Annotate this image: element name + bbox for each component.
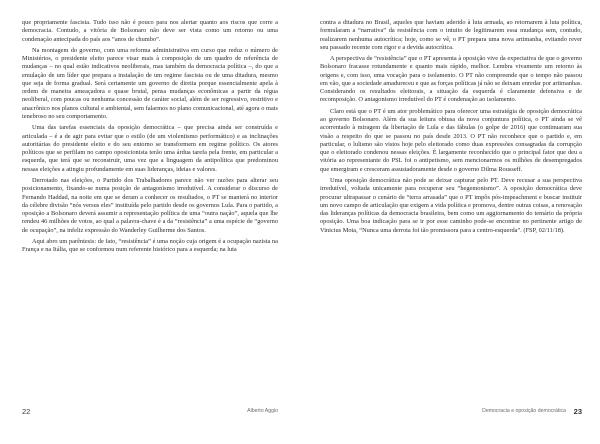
paragraph: Uma das tarefas essenciais da oposição democrática – que precisa ainda ser construída e articulada – é a de agir para evitar que o estilo (de um violentismo performático) e as inclinações autoritárias do presidente eleito e do seu entorno se transformem em regime político. Os atores políticos que se perfilam no campo oposicionista terão uma árdua tarefa pela frente, em particular a esquerda, que terá que se reconstruir, uma vez que a linguagem da antipolítica que predominou nessas eleições a atingiu profundamente em suas lideranças, ideias e valores. bbox=[22, 124, 278, 173]
page-number: 22 bbox=[22, 407, 31, 416]
paragraph: Aqui abro um parêntesis: de fato, “resistência” é uma noção cuja origem é a ocupação nazista na França e na Itália, que se conformou num referente histórico para a esquerda; na luta bbox=[22, 238, 278, 254]
paragraph: Claro está que o PT é um ator problemático para oferecer uma estratégia de oposição democrática ao governo Bolsonaro. Além da sua leitura obtusa da nova conjuntura política, o PT ainda se vê acorrentado à miragem da libertação de Lula e das fábulas (o golpe de 2016) que continuaram sua visão a respeito do que se passou no país desde 2013. O PT não reconhece que o partido e, em particular, o lulismo são vistos hoje pelo eleitorado como duas expressões consagradas da corrupção que o eleitorado condenou nessas eleições. É largamente reconhecido que o principal fator que deu a vitória ao representante do PSL foi o antipetismo, sem mencionarmos os milhões de desempregados que emergiram e cresceram assustadoramente desde o governo Dilma Rousseff. bbox=[320, 107, 582, 173]
left-text-column bbox=[22, 19, 278, 258]
right-footer bbox=[300, 407, 600, 419]
paragraph: contra a ditadura no Brasil, aqueles que haviam aderido à luta armada, ao retornarem à luta política, formularam a “narrativa” da resistência com o intuito de legitimarem essa mudança sem, contudo, realizarem nenhuma autocrítica; hoje, como se vê, o PT prepara uma nova artimanha, evitando rever seu passado recente com rigor e a devida autocrítica. bbox=[320, 19, 582, 51]
left-footer bbox=[0, 407, 300, 419]
paragraph: que propriamente fascista. Tudo isso não é pouco para nos alertar quanto aos riscos que corre a democracia. Contudo, a vitória de Bolsonaro não deve ser vista como um retorno ou uma condenação antecipada do país aos “anos de chumbo”. bbox=[22, 19, 278, 43]
paragraph: Na montagem do governo, com uma reforma administrativa em curso que reduz o número de Ministérios, o presidente eleito parece visar mais à composição de um quadro de referência de mudanças – no qual estão indicativos neoliberais, mas também da democracia política –, do que a emulação de um líder que prepara a instalação de um regime fascista ou de uma ditadura, mesmo que seja de forma gradual. Será certamente um governo de direita porque essencialmente apela à ordem de maneira ameaçadora e quase brutal, pensa mudanças econômicas a partir da régua neoliberal, com poucas ou nenhuma concessão de caráter social, além de ser regressivo, restritivo e anacrônico nos planos cultural e ambiental, sem falarmos no plano comunicacional, até agora o mais tenebroso no seu comportamento. bbox=[22, 46, 278, 120]
right-text-column bbox=[320, 19, 582, 238]
running-head: Alberto Aggio bbox=[247, 408, 278, 414]
running-head: Democracia e oposição democrática bbox=[482, 408, 566, 414]
right-page bbox=[300, 0, 600, 444]
page-number: 23 bbox=[573, 407, 582, 416]
paragraph: A perspectiva de “resistência” que o PT apresenta à oposição vive da expectativa de que o governo Bolsonaro fracasse rotundamente e quanto mais rápido, melhor. Lembra vivamente um retorno às origens e, com isso, uma vocação para o isolamento. O PT não compreende que o tempo não passou em vão, que a sociedade amadureceu e que as forças políticas já não se deixam enredar por artimanhas. Considerando os resultados eleitorais, a situação da esquerda é claramente defensiva e de recomposição. O antagonismo irredutível do PT é condenação ao isolamento. bbox=[320, 55, 582, 104]
paragraph: Derrotado nas eleições, o Partido dos Trabalhadores parece não ver razões para alterar seu posicionamento, fixando-se numa posição de antagonismo irredutível. A considerar o discurso de Fernando Haddad, na noite em que se deram a conhecer os resultados, o PT se manterá no interior da célebre divisão “nós versus eles” instituída pelo partido desde os governos Lula. Para o partido, a oposição a Bolsonaro deverá assumir a representação política de uma “outra nação”, aquela que lhe rendeu 46 milhões de votos, ao qual a palavra-chave é a da “resistência” a uma espécie de “governo de ocupação”, na infeliz expressão do Wanderley Guilherme dos Santos. bbox=[22, 177, 278, 234]
paragraph: Uma oposição democrática não pode se deixar capturar pelo PT. Deve recusar a sua perspectiva irredutível, voltada unicamente para recuperar seu “hegemonismo”. A oposição democrática deve procurar ultrapassar o cenário de “terra arrasada” que o PT impôs pós-impeachment e buscar instituir um novo campo de articulação que exigem a vida política e promova, dentre outras coisas, a renovação das lideranças políticas da democracia brasileira, bem como um aggiornamento do temário da própria oposição. Uma boa indicação para se ir por esse caminho pode-se encontrar no pertinente artigo de Vinicius Mota, “Nunca uma derrota foi tão promissora para a centro-esquerda”. (FSP, 02/11/18). bbox=[320, 177, 582, 234]
